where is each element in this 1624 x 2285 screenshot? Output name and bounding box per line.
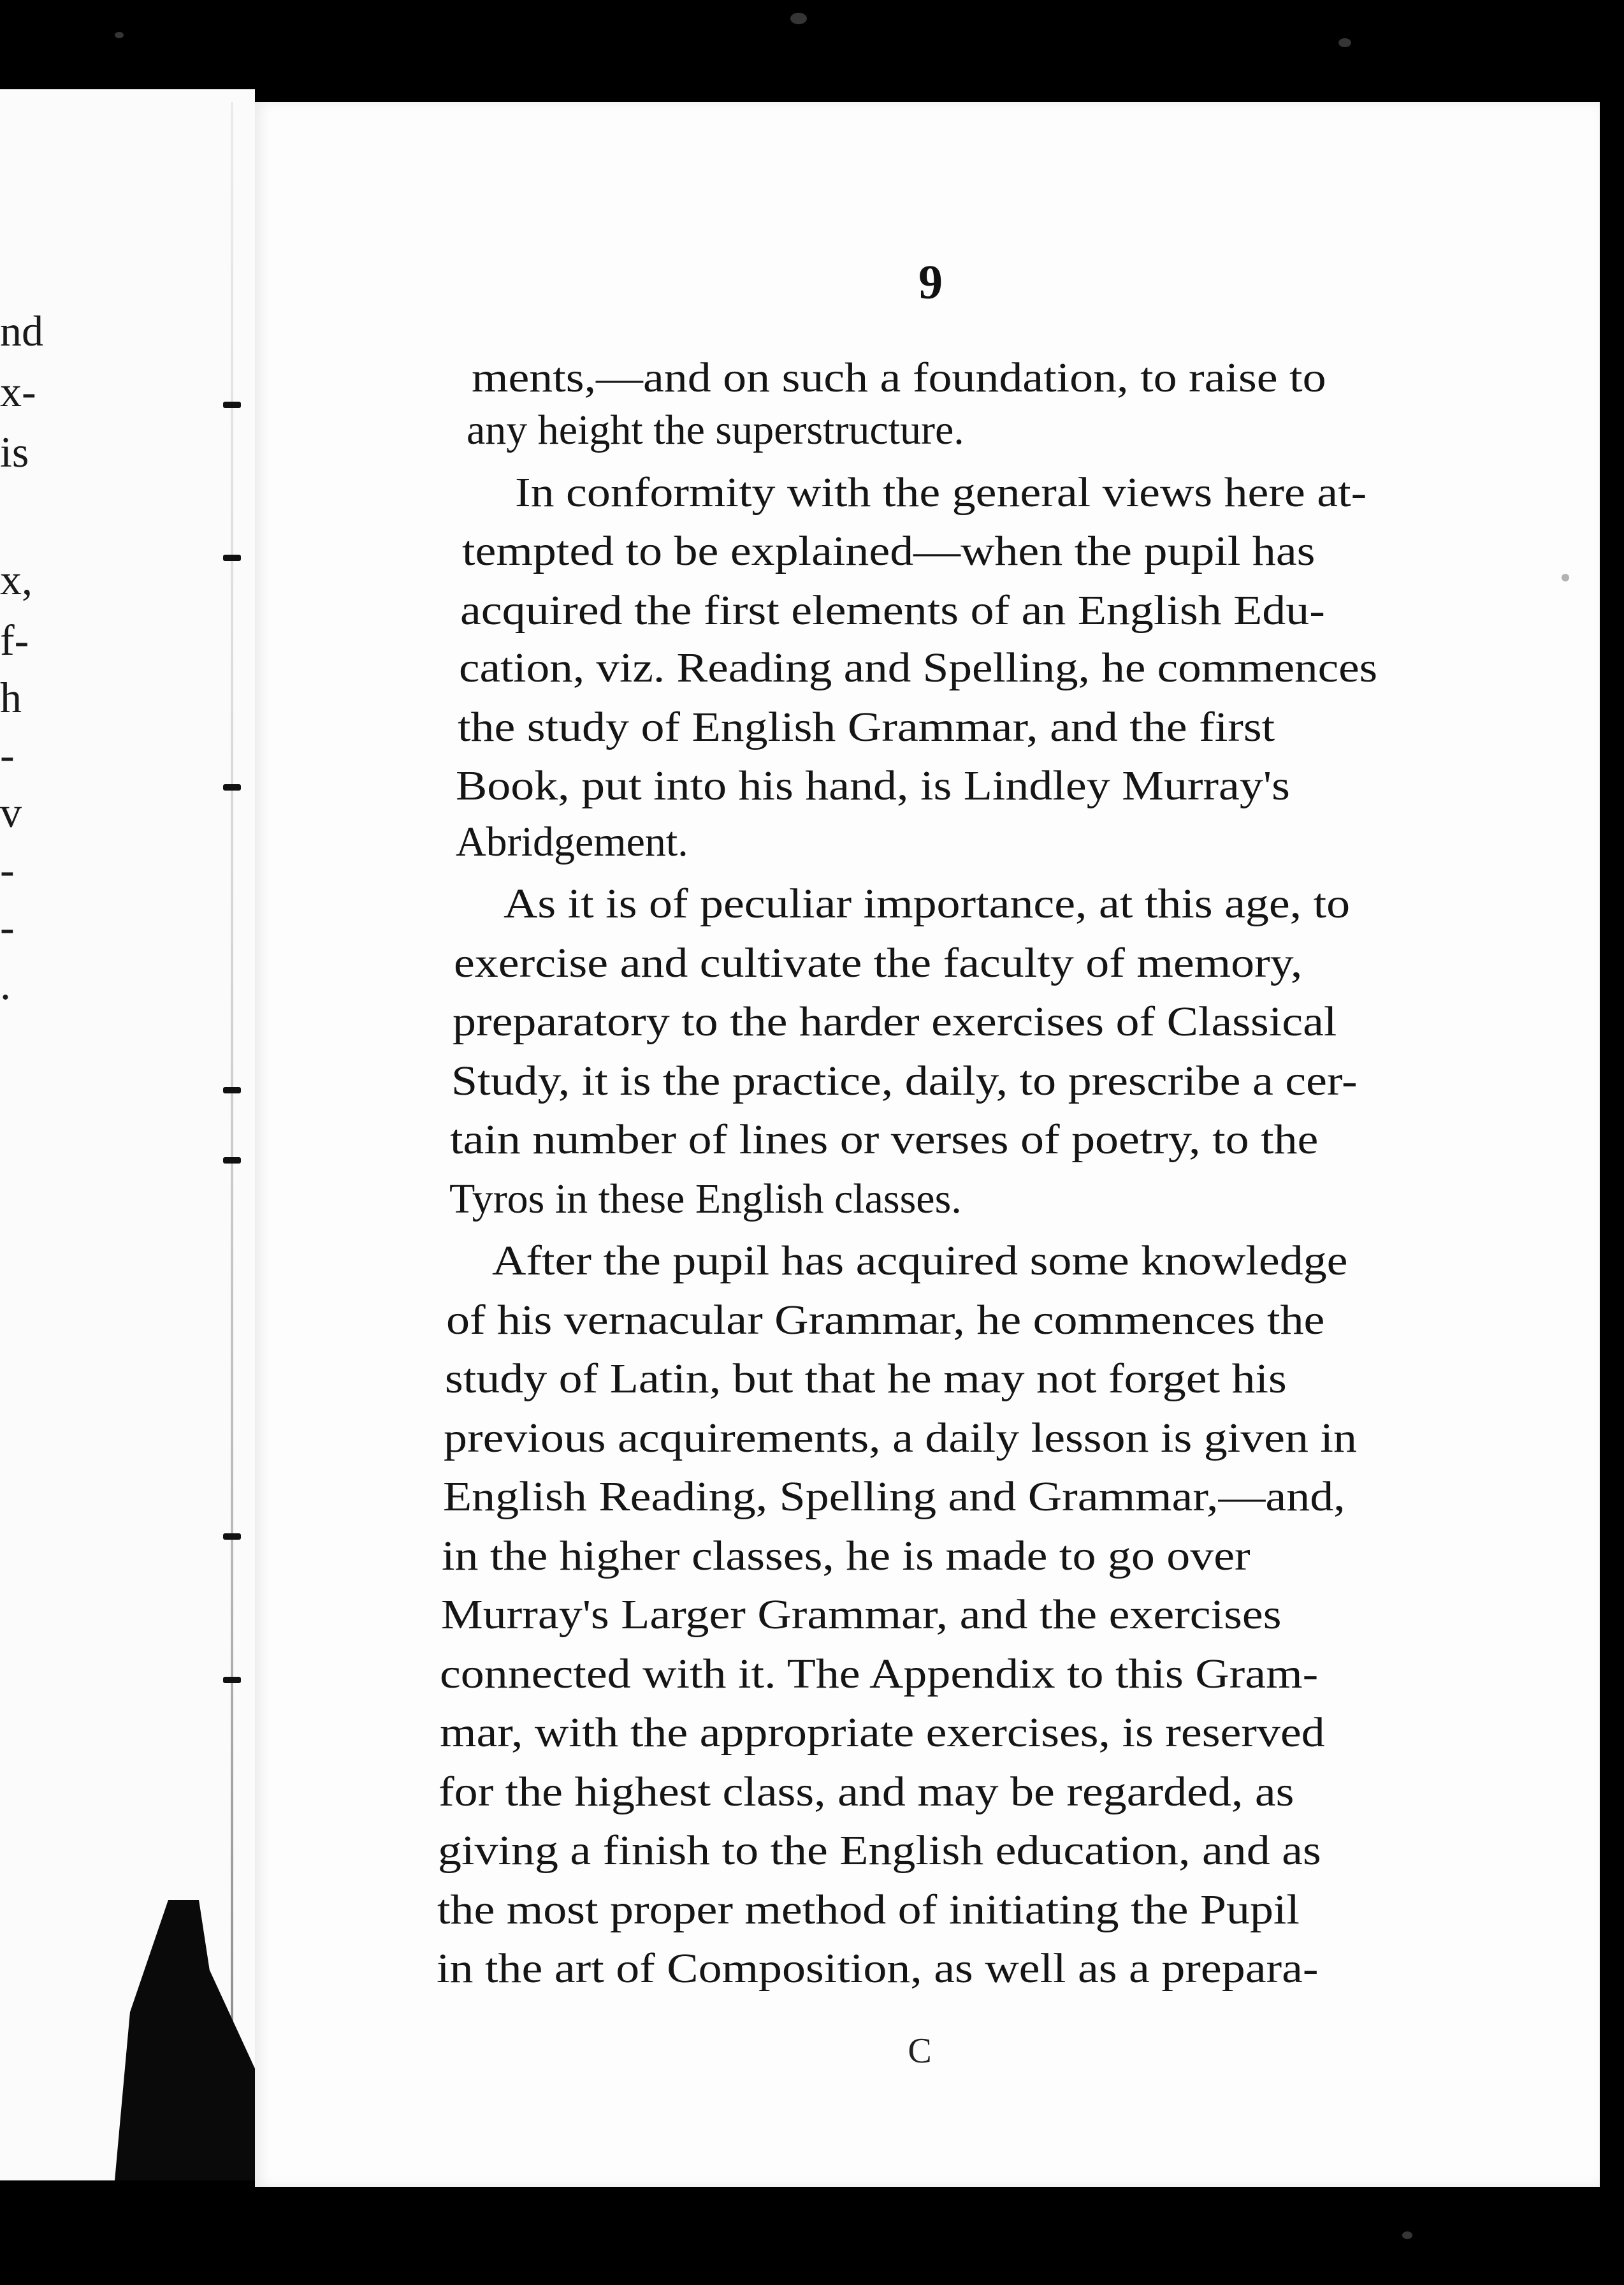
- gutter-mark: [223, 1087, 241, 1093]
- text-line: cation, viz. Reading and Spelling, he commences: [459, 645, 1378, 691]
- text-line: previous acquirements, a daily lesson is given in: [444, 1415, 1357, 1461]
- text-line: in the higher classes, he is made to go over: [442, 1533, 1251, 1579]
- text-line: As it is of peculiar importance, at this age, to: [504, 880, 1351, 927]
- left-page-fragment: -: [0, 845, 15, 894]
- text-line: tempted to be explained—when the pupil has: [462, 528, 1316, 574]
- text-line: Book, put into his hand, is Lindley Murray's: [456, 763, 1290, 809]
- gutter-mark: [223, 555, 241, 561]
- gutter-mark: [223, 784, 241, 791]
- gutter-mark: [223, 1677, 241, 1683]
- text-line: preparatory to the harder exercises of Classical: [453, 998, 1337, 1045]
- left-page-fragment: f-: [0, 616, 29, 664]
- gutter-mark: [223, 1533, 241, 1540]
- text-line: for the highest class, and may be regarded, as: [439, 1769, 1294, 1815]
- right-page: [255, 102, 1600, 2187]
- text-line: After the pupil has acquired some knowledge: [492, 1237, 1348, 1284]
- text-line: Abridgement.: [456, 819, 688, 865]
- gutter-mark: [223, 1157, 241, 1164]
- scan-speck: [115, 32, 124, 38]
- left-page-fragment: x,: [0, 555, 33, 604]
- text-line: English Reading, Spelling and Grammar,—and,: [443, 1473, 1345, 1520]
- text-line: exercise and cultivate the faculty of memory,: [454, 940, 1303, 986]
- text-line: in the art of Composition, as well as a prepara-: [437, 1945, 1319, 1992]
- text-line: the study of English Grammar, and the first: [458, 704, 1275, 750]
- left-page-fragment: v: [0, 788, 22, 836]
- text-line: any height the superstructure.: [467, 407, 964, 453]
- scan-speck: [1402, 2231, 1412, 2239]
- gutter-mark: [223, 402, 241, 408]
- left-page-fragment: .: [0, 960, 11, 1009]
- text-line: giving a finish to the English education, and as: [438, 1827, 1321, 1874]
- text-line: Murray's Larger Grammar, and the exercises: [441, 1591, 1282, 1638]
- page-number: 9: [918, 256, 943, 309]
- left-page-fragment: -: [0, 903, 15, 951]
- text-line: mar, with the appropriate exercises, is reserved: [440, 1709, 1325, 1756]
- scan-speck: [1562, 574, 1569, 581]
- text-line: study of Latin, but that he may not forget his: [445, 1355, 1287, 1402]
- text-line: acquired the first elements of an English Edu-: [460, 587, 1325, 634]
- text-line: the most proper method of initiating the Pupil: [437, 1887, 1300, 1933]
- signature-mark: C: [908, 2031, 932, 2071]
- text-line: of his vernacular Grammar, he commences the: [446, 1297, 1325, 1343]
- text-line: ments,—and on such a foundation, to raise to: [472, 354, 1326, 401]
- gutter-crease: [231, 102, 233, 2180]
- text-line: connected with it. The Appendix to this Gram-: [440, 1651, 1319, 1697]
- left-page-fragment: h: [0, 673, 22, 722]
- left-page-fragment: x-: [0, 367, 36, 416]
- left-page-fragment: -: [0, 731, 15, 779]
- text-line: In conformity with the general views here at-: [515, 469, 1367, 516]
- text-line: tain number of lines or verses of poetry, to the: [450, 1116, 1319, 1163]
- scan-speck: [790, 13, 807, 24]
- scan-speck: [1338, 38, 1351, 47]
- left-page-fragment: is: [0, 428, 29, 476]
- text-line: Tyros in these English classes.: [449, 1176, 962, 1222]
- left-page-fragment: nd: [0, 307, 43, 355]
- text-line: Study, it is the practice, daily, to prescribe a cer-: [451, 1058, 1358, 1104]
